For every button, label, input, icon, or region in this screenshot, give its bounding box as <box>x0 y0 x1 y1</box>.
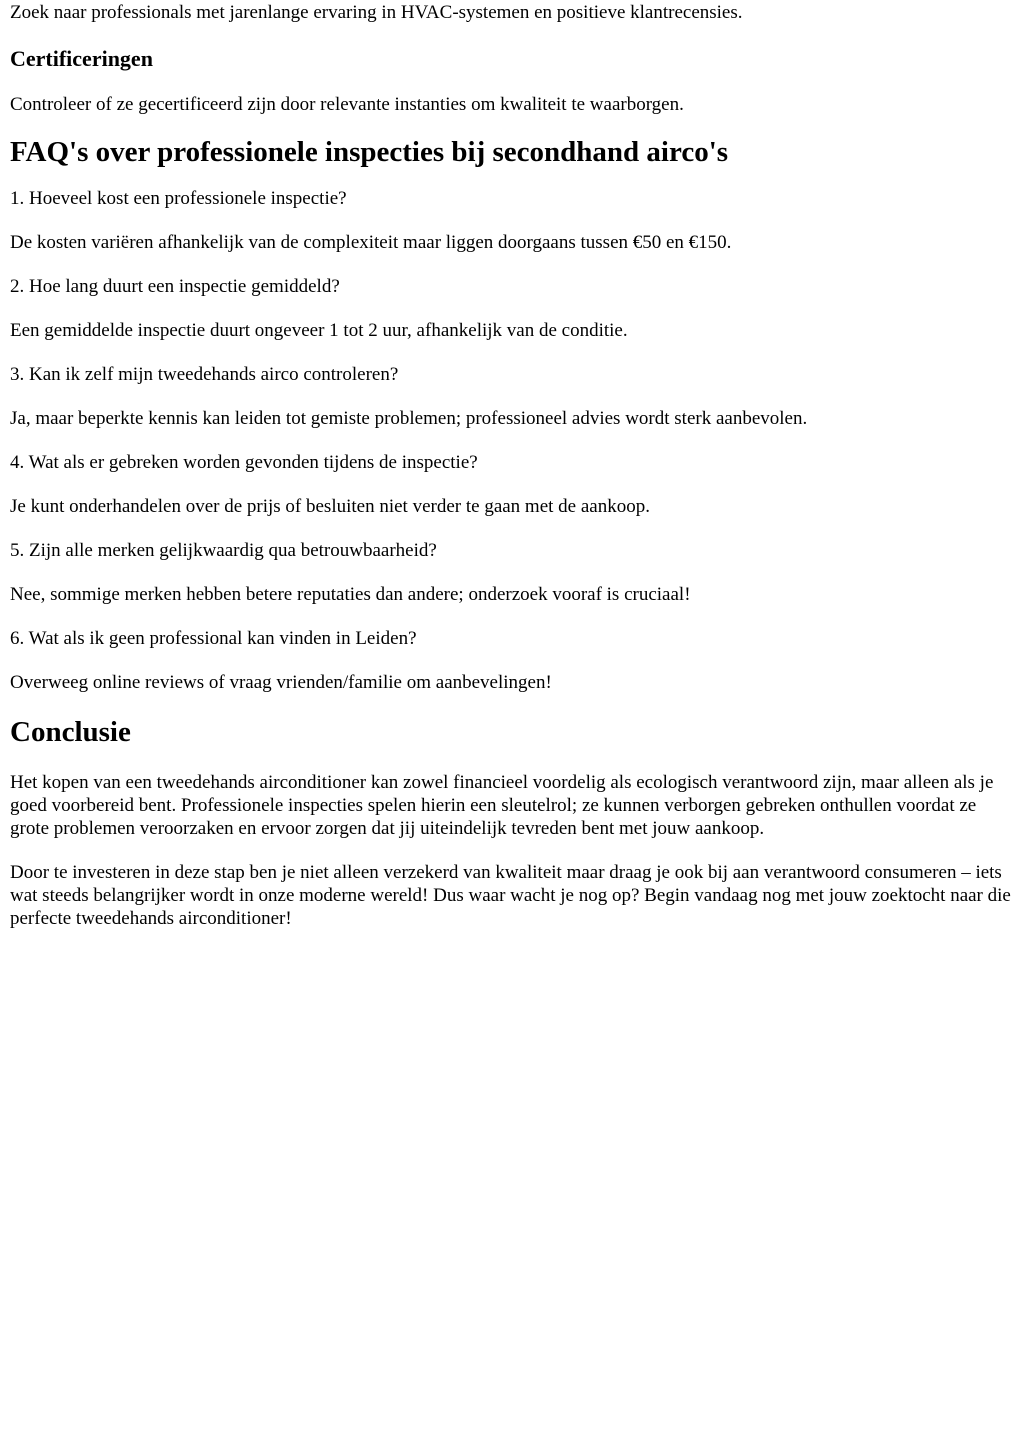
intro-paragraph: Zoek naar professionals met jarenlange ervaring in HVAC-systemen en positieve klantrecensies. <box>10 2 743 23</box>
faq-answer: Je kunt onderhandelen over de prijs of besluiten niet verder te gaan met de aankoop. <box>10 496 650 517</box>
faq-answer: Nee, sommige merken hebben betere reputaties dan andere; onderzoek vooraf is cruciaal! <box>10 584 691 605</box>
faq-question: 5. Zijn alle merken gelijkwaardig qua betrouwbaarheid? <box>10 540 437 561</box>
faq-item <box>10 363 1014 430</box>
faq-question: 6. Wat als ik geen professional kan vinden in Leiden? <box>10 628 417 649</box>
conclusion-paragraph: Door te investeren in deze stap ben je niet alleen verzekerd van kwaliteit maar draag je ook bij aan verantwoord consumeren – iets wat steeds belangrijker wordt in onze moderne wereld! Dus waar wacht je nog op? Begin vandaag nog met jouw zoektocht naar die perfecte tweedehands airconditioner! <box>10 862 1011 929</box>
certifications-paragraph: Controleer of ze gecertificeerd zijn door relevante instanties om kwaliteit te waarborgen. <box>10 94 684 115</box>
article-page <box>0 1 1024 930</box>
faq-item <box>10 627 1014 694</box>
faq-item <box>10 539 1014 606</box>
certifications-heading: Certificeringen <box>10 46 153 71</box>
faq-question: 4. Wat als er gebreken worden gevonden tijdens de inspectie? <box>10 452 478 473</box>
faq-answer: Overweeg online reviews of vraag vrienden/familie om aanbevelingen! <box>10 672 552 693</box>
faq-question: 1. Hoeveel kost een professionele inspectie? <box>10 188 347 209</box>
faq-answer: De kosten variëren afhankelijk van de complexiteit maar liggen doorgaans tussen €50 en €150. <box>10 232 732 253</box>
faq-heading: FAQ's over professionele inspecties bij secondhand airco's <box>10 136 729 168</box>
faq-answer: Een gemiddelde inspectie duurt ongeveer 1 tot 2 uur, afhankelijk van de conditie. <box>10 320 628 341</box>
conclusion-heading: Conclusie <box>10 716 131 748</box>
faq-item <box>10 187 1014 254</box>
faq-item <box>10 451 1014 518</box>
conclusion-paragraph: Het kopen van een tweedehands airconditioner kan zowel financieel voordelig als ecologisch verantwoord zijn, maar alleen als je goed voorbereid bent. Professionele inspecties spelen hierin een sleutelrol; ze kunnen verborgen gebreken onthullen voordat ze grote problemen veroorzaken en ervoor zorgen dat jij uiteindelijk tevreden bent met jouw aankoop. <box>10 772 994 839</box>
faq-question: 3. Kan ik zelf mijn tweedehands airco controleren? <box>10 364 399 385</box>
faq-question: 2. Hoe lang duurt een inspectie gemiddeld? <box>10 276 340 297</box>
faq-answer: Ja, maar beperkte kennis kan leiden tot gemiste problemen; professioneel advies wordt sterk aanbevolen. <box>10 408 808 429</box>
faq-item <box>10 275 1014 342</box>
faq-list <box>10 187 1014 694</box>
conclusion-body <box>10 771 1014 930</box>
